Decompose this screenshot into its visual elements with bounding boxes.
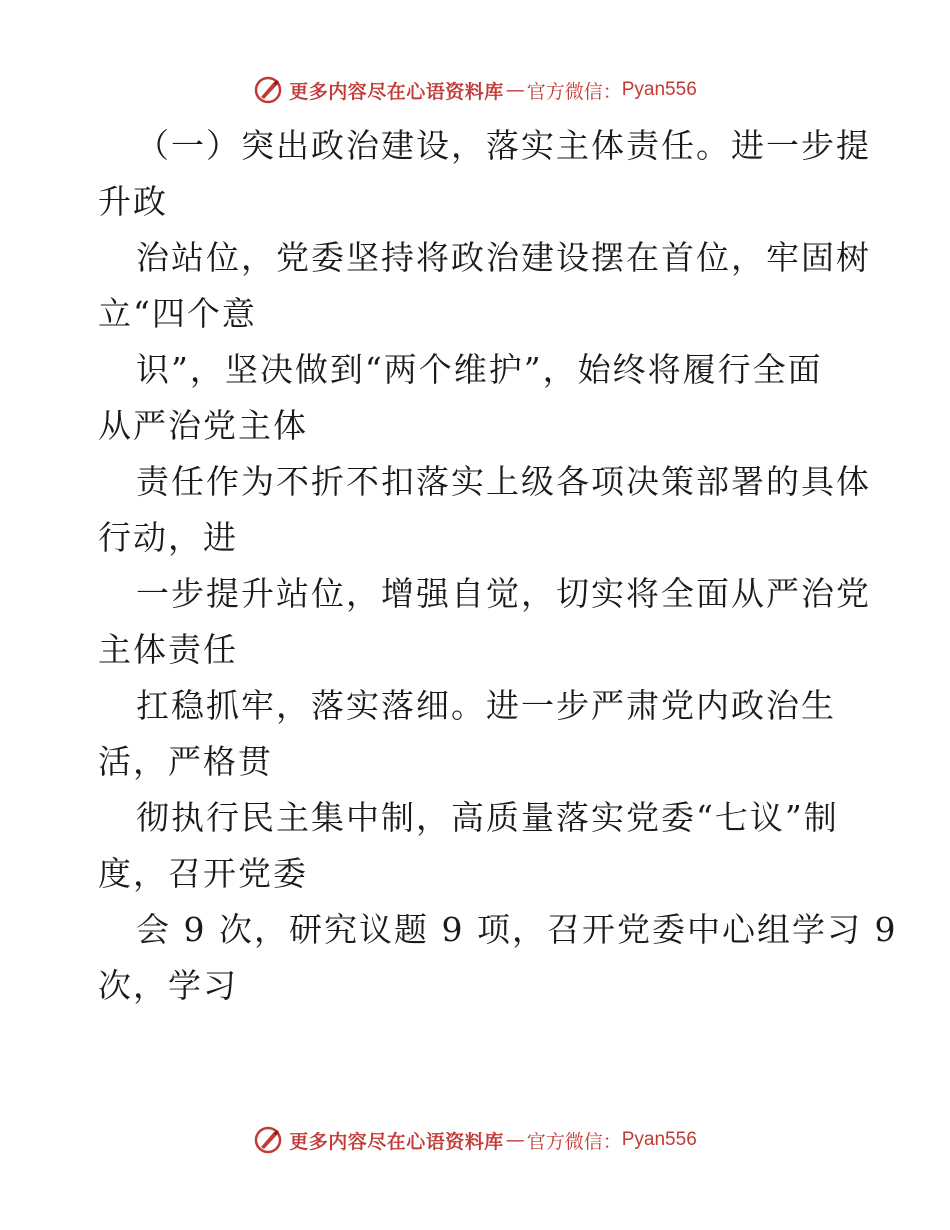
- text-line: 识”，坚决做到“两个维护”，始终将履行全面: [136, 350, 823, 389]
- text-line: 主体责任: [98, 630, 238, 669]
- quill-seal-icon: [253, 1125, 283, 1155]
- wechat-label: 官方微信：: [526, 1130, 622, 1153]
- banner-dash: —: [505, 1129, 525, 1151]
- text-line: 扛稳抓牢，落实落细。进一步严肃党内政治生: [136, 686, 836, 725]
- text-line: 责任作为不折不扣落实上级各项决策部署的具体: [136, 462, 871, 501]
- quill-seal-icon: [253, 75, 283, 105]
- text-line: 行动，进: [98, 518, 238, 557]
- wechat-id: Pyan556: [621, 1129, 697, 1150]
- text-line: 度，召开党委: [98, 854, 308, 893]
- header-banner: [0, 70, 950, 110]
- text-line: 升政: [98, 182, 168, 221]
- wechat-id: Pyan556: [621, 79, 697, 100]
- footer-banner: [0, 1120, 950, 1160]
- text-line: 从严治党主体: [98, 406, 308, 445]
- document-body: [98, 118, 898, 1014]
- banner-dash: —: [505, 79, 525, 101]
- text-line: 会 9 次，研究议题 9 项，召开党委中心组学习 9: [136, 910, 898, 949]
- text-line: 一步提升站位，增强自觉，切实将全面从严治党: [136, 574, 871, 613]
- banner-text: 更多内容尽在心语资料库: [289, 80, 504, 103]
- text-line: 活，严格贯: [98, 742, 273, 781]
- text-line: 次，学习: [98, 966, 238, 1005]
- text-line: 彻执行民主集中制，高质量落实党委“七议”制: [136, 798, 839, 837]
- text-line: 立“四个意: [98, 294, 257, 333]
- text-line: 治站位，党委坚持将政治建设摆在首位，牢固树: [136, 238, 871, 277]
- banner-text: 更多内容尽在心语资料库: [289, 1130, 504, 1153]
- text-line: （一）突出政治建设，落实主体责任。进一步提: [136, 126, 871, 165]
- wechat-label: 官方微信：: [526, 80, 622, 103]
